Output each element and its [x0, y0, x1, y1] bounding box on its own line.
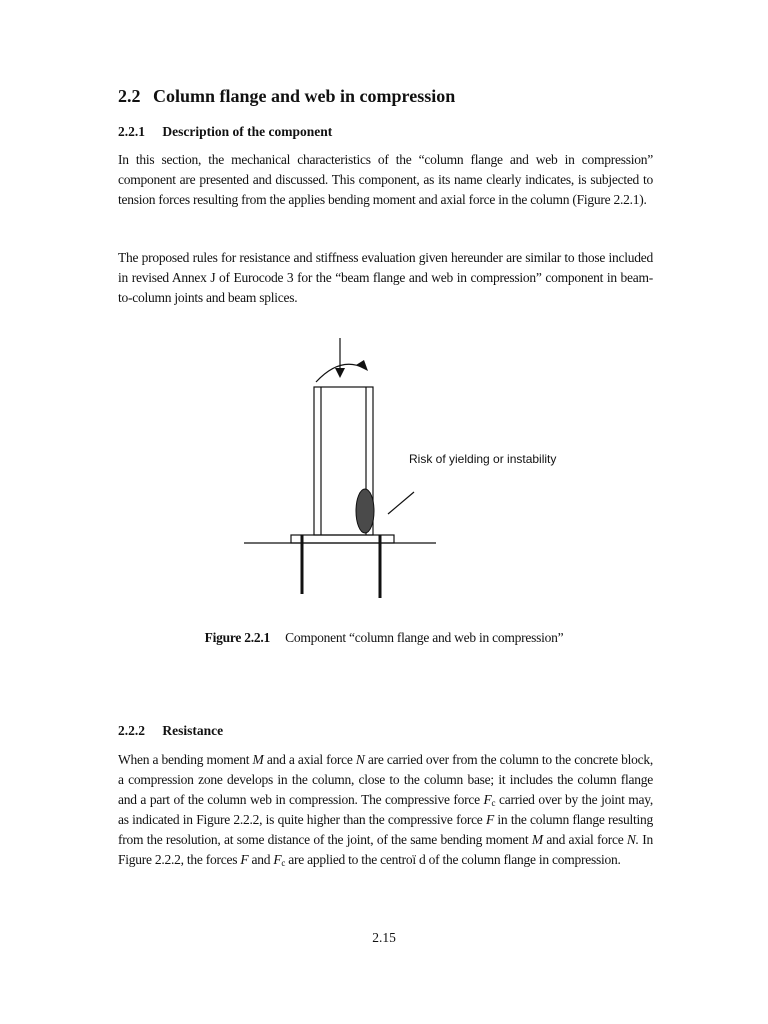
paragraph-intro: In this section, the mechanical characteristics of the “column flange and web in compression” component are presented and discussed. This component, as its name clearly indicates, is subjected to tension forces resulting from the applies bending moment and axial force in the column (Figure 2.2.1). [118, 152, 653, 207]
subsection-number: 2.2.2 [118, 723, 145, 738]
column-base-figure [238, 332, 444, 606]
figure-caption-number: Figure 2.2.1 [204, 630, 271, 645]
figure-annotation-label: Risk of yielding or instability [409, 452, 557, 466]
subsection-title: Description of the component [162, 124, 333, 139]
subsection-heading-description [118, 124, 332, 140]
subsection-number: 2.2.1 [118, 124, 145, 139]
section-title: Column flange and web in compression [153, 86, 456, 106]
page-number: 2.15 [372, 930, 396, 945]
subsection-title: Resistance [162, 723, 224, 738]
figure-caption [0, 630, 768, 646]
paragraph-resistance: When a bending moment M and a axial force N are carried over from the column to the concrete block, a compression zone develops in the column, close to the column base; it includes the column flange and a part of the column web in compression. The compressive force $F_c$ carried over by the joint may, as indicated in Figure 2.2.2, is quite higher than the compressive force F in the column flange resulting from the resolution, at some distance of the joint, of the same bending moment M and axial force N. In Figure 2.2.2, the forces F and $F_c$ are applied to the centroï d of the column flange in compression. [118, 752, 654, 868]
moment-arrowhead [356, 360, 368, 371]
figure-caption-text: Component “column flange and web in compression” [285, 630, 564, 645]
annotation-pointer [388, 492, 414, 514]
yielding-zone [356, 489, 374, 533]
paragraph-rules: The proposed rules for resistance and stiffness evaluation given hereunder are similar to those included in revised Annex J of Eurocode 3 for the “beam flange and web in compression” component in beam-to-column joints and beam splices. [118, 250, 653, 305]
subsection-heading-resistance [118, 723, 223, 739]
section-heading [118, 86, 455, 107]
axial-arrowhead [335, 368, 345, 378]
section-number: 2.2 [118, 86, 141, 106]
